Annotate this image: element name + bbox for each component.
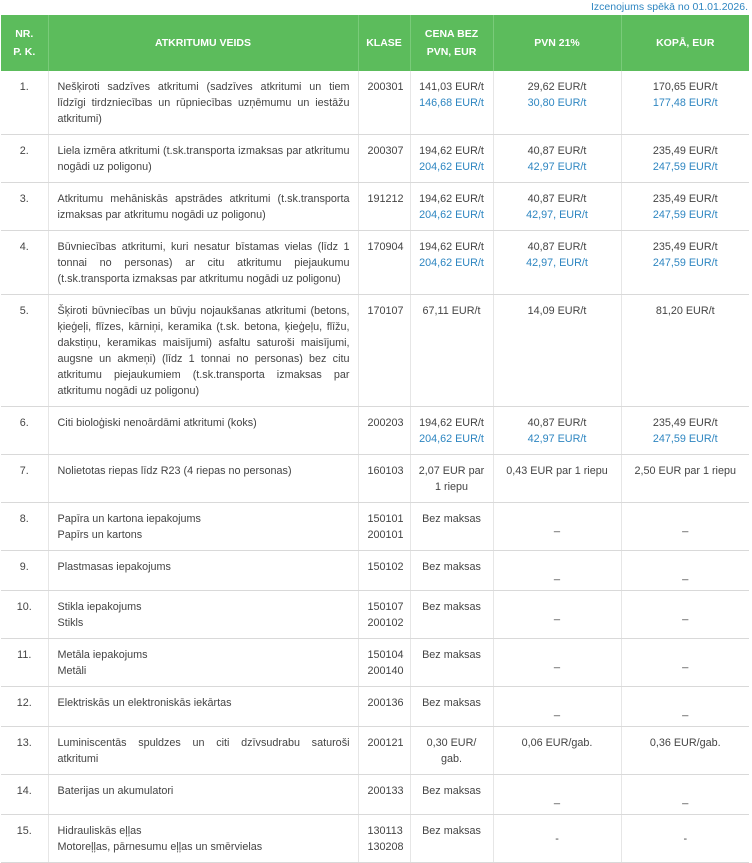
waste-type-line: Nešķiroti sadzīves atkritumi (sadzīves atkritumi un tiem līdzīgi tirdzniecības un rūpniecības uzņēmumu un iestāžu atkritumi) [57,81,350,125]
waste-class [358,687,410,727]
vat-amount-line: 40,87 EUR/t [527,145,587,157]
table-row [1,183,749,231]
table-row [1,231,749,295]
waste-class-line: 150104 [367,649,404,661]
waste-class-line: 200133 [367,785,404,797]
waste-type-line: Baterijas un akumulatori [57,785,174,797]
vat-amount-line: 29,62 EUR/t [527,81,587,93]
price-excl-vat-line: Bez maksas [422,513,481,525]
total-price [621,183,749,231]
waste-class [358,503,410,551]
total-price-line: 247,59 EUR/t [652,209,718,221]
price-excl-vat [410,71,493,135]
table-header-row [1,15,749,71]
waste-type-line: Luminiscentās spuldzes un citi dzīvsudrabu saturoši atkritumi [57,737,350,765]
total-price [621,687,749,727]
table-row [1,503,749,551]
waste-class-line: 200121 [367,737,404,749]
waste-class-line: 150101 [367,513,404,525]
table-body [1,71,749,863]
total-price [621,135,749,183]
price-excl-vat [410,639,493,687]
header-waste-type: ATKRITUMU VEIDS [48,15,358,71]
price-excl-vat-line: 204,62 EUR/t [419,161,484,173]
price-excl-vat-line: 194,62 EUR/t [419,241,484,253]
total-price-line: 235,49 EUR/t [652,241,718,253]
waste-type-line: Metāla iepakojums [57,649,148,661]
waste-class-line: 200140 [367,665,404,677]
price-excl-vat-line: 141,03 EUR/t [419,81,484,93]
total-price-line: 247,59 EUR/t [652,257,718,269]
waste-class [358,71,410,135]
waste-class [358,551,410,591]
waste-class [358,591,410,639]
vat-amount-line: 30,80 EUR/t [527,97,587,109]
waste-class [358,775,410,815]
row-number: 14. [1,775,48,815]
waste-class [358,135,410,183]
row-number: 7. [1,455,48,503]
price-excl-vat-line: Bez maksas [422,825,481,837]
price-excl-vat-line: Bez maksas [422,601,481,613]
waste-type-line: Atkritumu mehāniskās apstrādes atkritumi (t.sk.transporta izmaksas par atkritumu nogādi uz poligonu) [57,193,350,221]
total-price [621,71,749,135]
table-row [1,295,749,407]
price-excl-vat [410,815,493,863]
waste-type [48,727,358,775]
waste-class-line: 170904 [367,241,404,253]
price-excl-vat [410,135,493,183]
vat-amount-line: 42,97, EUR/t [526,209,588,221]
table-row [1,815,749,863]
vat-amount [493,639,621,687]
table-row [1,71,749,135]
vat-amount [493,183,621,231]
waste-type [48,231,358,295]
price-excl-vat [410,727,493,775]
table-row [1,775,749,815]
effective-date-notice: Izcenojums spēkā no 01.01.2026. [590,1,748,13]
price-excl-vat-line: 194,62 EUR/t [419,145,484,157]
total-price [621,775,749,815]
waste-type-line: Elektriskās un elektroniskās iekārtas [57,697,232,709]
row-number: 4. [1,231,48,295]
vat-amount-line: _ [553,609,560,621]
vat-amount-line: 40,87 EUR/t [527,193,587,205]
waste-type [48,295,358,407]
price-excl-vat [410,775,493,815]
waste-type [48,407,358,455]
row-number: 15. [1,815,48,863]
waste-type [48,687,358,727]
table-row [1,455,749,503]
total-price-line: _ [682,569,689,581]
waste-type-line: Motoreļļas, pārnesumu eļļas un smērvielas [57,841,263,853]
waste-type-line: Liela izmēra atkritumi (t.sk.transporta izmaksas par atkritumu nogādi uz poligonu) [57,145,350,173]
vat-amount-line: _ [553,793,560,805]
price-excl-vat-line: 204,62 EUR/t [419,209,484,221]
vat-amount [493,551,621,591]
row-number: 5. [1,295,48,407]
waste-type-line: Stikls [57,617,84,629]
table-row [1,687,749,727]
vat-amount-line: _ [553,569,560,581]
total-price [621,815,749,863]
table-row [1,639,749,687]
waste-class-line: 160103 [367,465,404,477]
price-excl-vat-line: 2,07 EUR par 1 riepu [418,465,485,493]
total-price [621,551,749,591]
price-excl-vat-line: Bez maksas [422,785,481,797]
price-excl-vat-line: 194,62 EUR/t [419,417,484,429]
vat-amount [493,135,621,183]
price-excl-vat [410,455,493,503]
total-price-line: 0,36 EUR/gab. [649,737,721,749]
total-price-line: _ [682,521,689,533]
total-price-line: _ [682,705,689,717]
vat-amount-line: _ [553,705,560,717]
waste-class-line: 150107 [367,601,404,613]
waste-class-line: 130113 [367,825,403,837]
header-total: KOPĀ, EUR [621,15,749,71]
total-price [621,295,749,407]
waste-class [358,727,410,775]
row-number: 8. [1,503,48,551]
vat-amount [493,503,621,551]
price-excl-vat-line: 204,62 EUR/t [419,257,484,269]
waste-type [48,183,358,231]
waste-type [48,551,358,591]
vat-amount-line: - [555,833,559,845]
header-nr: NR. P. K. [1,15,48,71]
waste-class-line: 191212 [367,193,404,205]
waste-class-line: 200203 [367,417,404,429]
waste-class-line: 130208 [367,841,404,853]
price-excl-vat-line: 67,11 EUR/t [422,305,481,317]
waste-class [358,815,410,863]
waste-class [358,455,410,503]
vat-amount-line: 42,97 EUR/t [527,433,587,445]
vat-amount [493,295,621,407]
table-row [1,407,749,455]
waste-type-line: Citi bioloģiski nenoārdāmi atkritumi (koks) [57,417,257,429]
total-price [621,639,749,687]
vat-amount [493,71,621,135]
vat-amount [493,455,621,503]
price-excl-vat-line: Bez maksas [422,649,481,661]
waste-type [48,503,358,551]
price-excl-vat-line: Bez maksas [422,697,481,709]
total-price-line: 2,50 EUR par 1 riepu [634,465,736,477]
table-row [1,551,749,591]
waste-type [48,135,358,183]
vat-amount [493,815,621,863]
total-price [621,727,749,775]
waste-class-line: 200301 [367,81,404,93]
row-number: 6. [1,407,48,455]
vat-amount-line: 14,09 EUR/t [527,305,587,317]
waste-class-line: 200136 [367,697,404,709]
total-price-line: 247,59 EUR/t [652,161,718,173]
price-excl-vat [410,183,493,231]
total-price-line: 235,49 EUR/t [652,193,718,205]
waste-class [358,183,410,231]
price-excl-vat-line: 146,68 EUR/t [419,97,484,109]
vat-amount [493,591,621,639]
waste-type [48,591,358,639]
total-price-line: _ [682,609,689,621]
vat-amount [493,231,621,295]
vat-amount-line: 0,43 EUR par 1 riepu [506,465,608,477]
total-price-line: - [683,833,688,845]
total-price-line: _ [682,793,689,805]
waste-type-line: Stikla iepakojums [57,601,142,613]
header-class: KLASE [358,15,410,71]
vat-amount [493,687,621,727]
vat-amount [493,407,621,455]
total-price [621,231,749,295]
vat-amount-line: 42,97, EUR/t [526,257,588,269]
vat-amount-line: _ [553,521,560,533]
total-price [621,455,749,503]
vat-amount [493,727,621,775]
price-excl-vat [410,231,493,295]
price-excl-vat [410,687,493,727]
row-number: 3. [1,183,48,231]
waste-type-line: Hidrauliskās eļļas [57,825,142,837]
waste-type-line: Papīra un kartona iepakojums [57,513,201,525]
row-number: 1. [1,71,48,135]
waste-type-line: Metāli [57,665,87,677]
total-price-line: 170,65 EUR/t [652,81,718,93]
waste-class-line: 150102 [367,561,404,573]
table-row [1,591,749,639]
price-excl-vat [410,407,493,455]
waste-type-line: Šķiroti būvniecības un būvju nojaukšanas atkritumi (betons, ķieģeļi, flīzes, kārniņi, keramika (t.sk. betona, ķieģeļu, flīžu, dakstiņu, keramikas maisījumi) asfaltu saturoši maisījumi, augsne un akmeņi) (līdz 1 tonnai no personas) bez citu atkritumu piejaukumiem (t.sk.transporta izmaksas par atkritumu nogādi uz poligonu) [57,305,350,397]
waste-type-line: Papīrs un kartons [57,529,143,541]
total-price-line: 247,59 EUR/t [652,433,718,445]
vat-amount-line: _ [553,657,560,669]
price-excl-vat-line: 0,30 EUR/ gab. [426,737,477,765]
waste-type [48,71,358,135]
waste-class-line: 170107 [367,305,404,317]
total-price-line: 81,20 EUR/t [655,305,715,317]
waste-class [358,639,410,687]
waste-class [358,231,410,295]
total-price [621,407,749,455]
row-number: 9. [1,551,48,591]
row-number: 12. [1,687,48,727]
row-number: 11. [1,639,48,687]
row-number: 2. [1,135,48,183]
waste-type [48,639,358,687]
waste-class-line: 200307 [367,145,404,157]
vat-amount-line: 42,97 EUR/t [527,161,587,173]
waste-type-line: Būvniecības atkritumi, kuri nesatur bīstamas vielas (līdz 1 tonnai no personas) ar citu atkritumu piejaukumu (t.sk.transporta izmaksas par atkritumu nogādi uz poligonu) [57,241,350,285]
waste-class [358,295,410,407]
waste-type-line: Plastmasas iepakojums [57,561,171,573]
waste-type [48,775,358,815]
total-price [621,591,749,639]
waste-type-line: Nolietotas riepas līdz R23 (4 riepas no personas) [57,465,292,477]
vat-amount-line: 0,06 EUR/gab. [521,737,593,749]
total-price [621,503,749,551]
price-excl-vat [410,551,493,591]
price-excl-vat [410,591,493,639]
waste-class [358,407,410,455]
table-row [1,727,749,775]
waste-class-line: 200102 [367,617,404,629]
table-row [1,135,749,183]
waste-type [48,815,358,863]
price-excl-vat-line: 194,62 EUR/t [419,193,484,205]
waste-type [48,455,358,503]
header-price: CENA BEZ PVN, EUR [410,15,493,71]
price-excl-vat [410,503,493,551]
price-excl-vat-line: 204,62 EUR/t [419,433,484,445]
total-price-line: 235,49 EUR/t [652,417,718,429]
total-price-line: 177,48 EUR/t [652,97,718,109]
total-price-line: 235,49 EUR/t [652,145,718,157]
vat-amount [493,775,621,815]
vat-amount-line: 40,87 EUR/t [527,241,587,253]
waste-price-table [1,15,749,863]
total-price-line: _ [682,657,689,669]
price-excl-vat-line: Bez maksas [422,561,481,573]
waste-class-line: 200101 [367,529,404,541]
header-vat: PVN 21% [493,15,621,71]
row-number: 10. [1,591,48,639]
row-number: 13. [1,727,48,775]
vat-amount-line: 40,87 EUR/t [527,417,587,429]
price-excl-vat [410,295,493,407]
